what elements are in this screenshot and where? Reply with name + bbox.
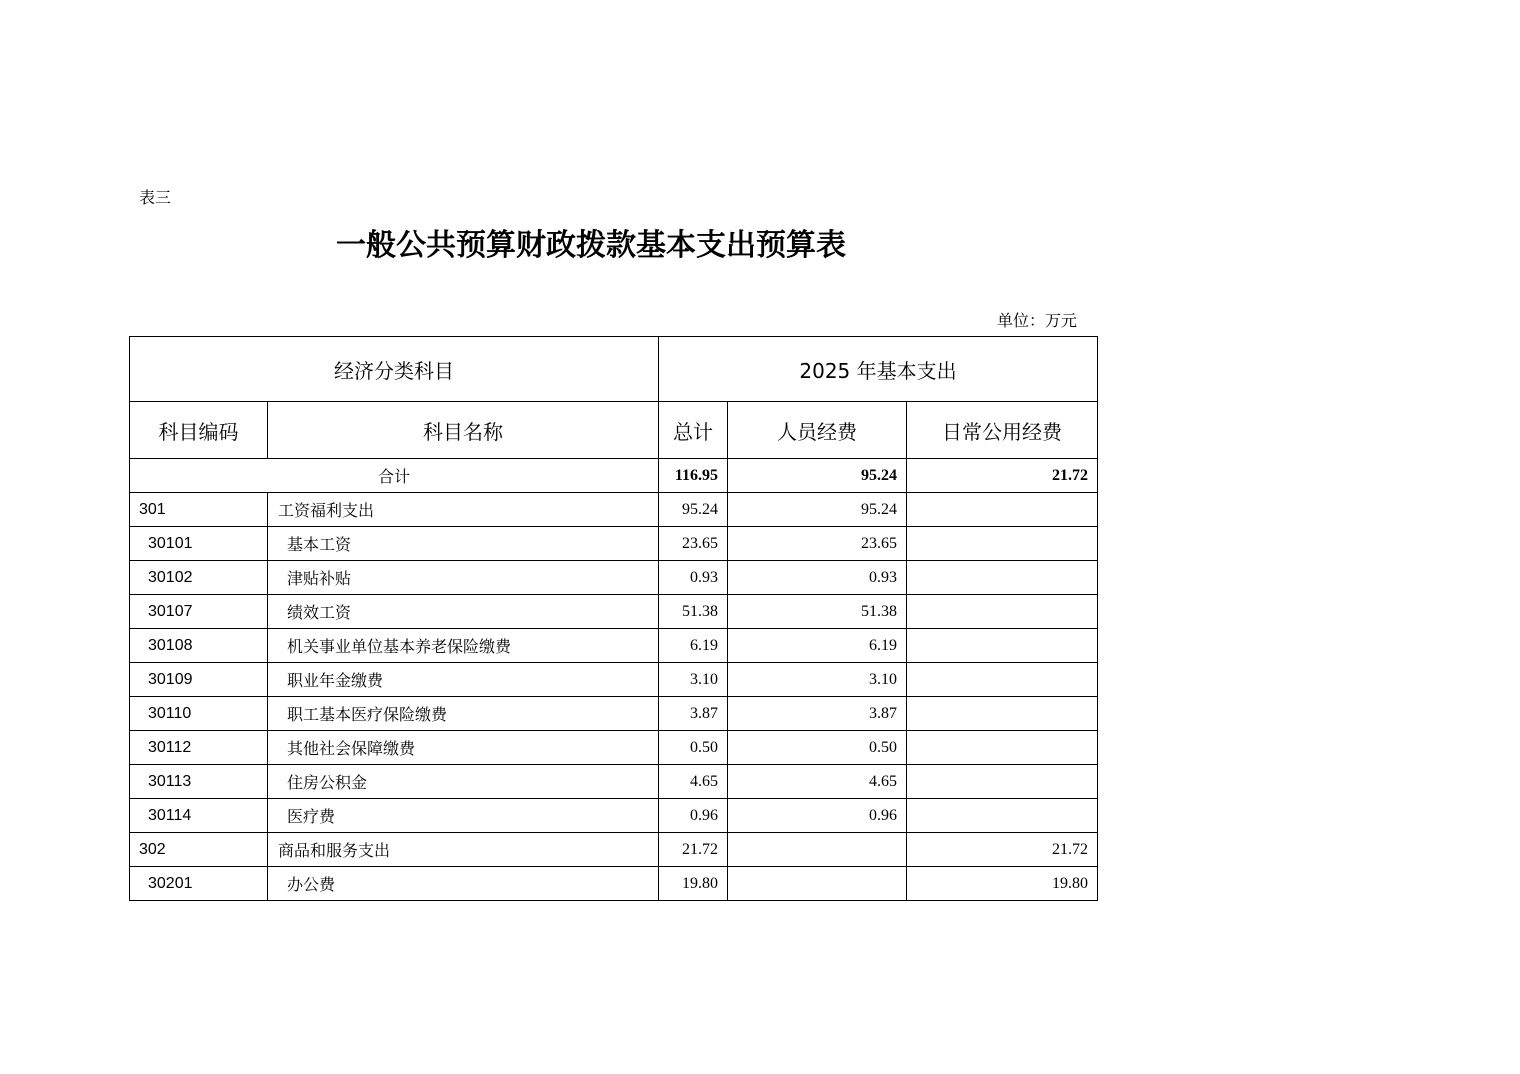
table-row [130, 765, 1098, 799]
page-title: 一般公共预算财政拨款基本支出预算表 [336, 228, 846, 263]
header-budget: 2025 年基本支出 [659, 337, 1098, 402]
row-code: 30101 [130, 527, 268, 561]
row-name: 绩效工资 [268, 595, 659, 629]
row-public [907, 697, 1098, 731]
col-header-code: 科目编码 [130, 402, 268, 459]
unit-label: 单位：万元 [997, 311, 1078, 330]
row-code: 30107 [130, 595, 268, 629]
row-code: 30108 [130, 629, 268, 663]
header-category: 经济分类科目 [130, 337, 659, 402]
table-row [130, 697, 1098, 731]
row-total: 4.65 [659, 765, 728, 799]
total-public: 21.72 [907, 459, 1098, 493]
row-total: 0.96 [659, 799, 728, 833]
row-code: 30112 [130, 731, 268, 765]
row-name: 职业年金缴费 [268, 663, 659, 697]
row-personnel: 0.50 [728, 731, 907, 765]
row-name: 商品和服务支出 [268, 833, 659, 867]
total-total: 116.95 [659, 459, 728, 493]
table-row [130, 833, 1098, 867]
row-total: 3.87 [659, 697, 728, 731]
row-personnel: 4.65 [728, 765, 907, 799]
row-total: 6.19 [659, 629, 728, 663]
row-code: 30110 [130, 697, 268, 731]
row-name: 其他社会保障缴费 [268, 731, 659, 765]
row-public [907, 527, 1098, 561]
table-row [130, 561, 1098, 595]
col-header-total: 总计 [659, 402, 728, 459]
total-personnel: 95.24 [728, 459, 907, 493]
row-code: 30102 [130, 561, 268, 595]
col-header-name: 科目名称 [268, 402, 659, 459]
row-public [907, 765, 1098, 799]
col-header-public: 日常公用经费 [907, 402, 1098, 459]
row-code: 30113 [130, 765, 268, 799]
row-name: 工资福利支出 [268, 493, 659, 527]
row-total: 3.10 [659, 663, 728, 697]
row-public: 19.80 [907, 867, 1098, 901]
row-personnel: 6.19 [728, 629, 907, 663]
row-code: 30201 [130, 867, 268, 901]
row-personnel [728, 867, 907, 901]
row-name: 津贴补贴 [268, 561, 659, 595]
table-row [130, 867, 1098, 901]
total-label: 合计 [130, 459, 659, 493]
row-personnel: 95.24 [728, 493, 907, 527]
row-total: 95.24 [659, 493, 728, 527]
row-public [907, 595, 1098, 629]
row-personnel: 3.87 [728, 697, 907, 731]
table-row [130, 629, 1098, 663]
row-name: 住房公积金 [268, 765, 659, 799]
row-name: 职工基本医疗保险缴费 [268, 697, 659, 731]
row-code: 30109 [130, 663, 268, 697]
row-public [907, 799, 1098, 833]
row-name: 医疗费 [268, 799, 659, 833]
row-name: 基本工资 [268, 527, 659, 561]
table-row [130, 595, 1098, 629]
table-row [130, 731, 1098, 765]
budget-table [129, 336, 1098, 901]
row-code: 302 [130, 833, 268, 867]
row-total: 19.80 [659, 867, 728, 901]
table-row [130, 527, 1098, 561]
row-name: 机关事业单位基本养老保险缴费 [268, 629, 659, 663]
row-public [907, 629, 1098, 663]
row-total: 21.72 [659, 833, 728, 867]
row-personnel: 0.96 [728, 799, 907, 833]
table-row [130, 493, 1098, 527]
row-public [907, 663, 1098, 697]
row-total: 0.93 [659, 561, 728, 595]
row-code: 30114 [130, 799, 268, 833]
row-total: 23.65 [659, 527, 728, 561]
table-row [130, 663, 1098, 697]
row-public [907, 493, 1098, 527]
table-label: 表三 [139, 188, 172, 207]
row-name: 办公费 [268, 867, 659, 901]
row-public: 21.72 [907, 833, 1098, 867]
row-total: 51.38 [659, 595, 728, 629]
total-row [130, 459, 1098, 493]
row-total: 0.50 [659, 731, 728, 765]
row-personnel: 0.93 [728, 561, 907, 595]
row-code: 301 [130, 493, 268, 527]
row-personnel [728, 833, 907, 867]
row-personnel: 3.10 [728, 663, 907, 697]
row-personnel: 23.65 [728, 527, 907, 561]
col-header-personnel: 人员经费 [728, 402, 907, 459]
row-public [907, 731, 1098, 765]
row-public [907, 561, 1098, 595]
row-personnel: 51.38 [728, 595, 907, 629]
table-row [130, 799, 1098, 833]
